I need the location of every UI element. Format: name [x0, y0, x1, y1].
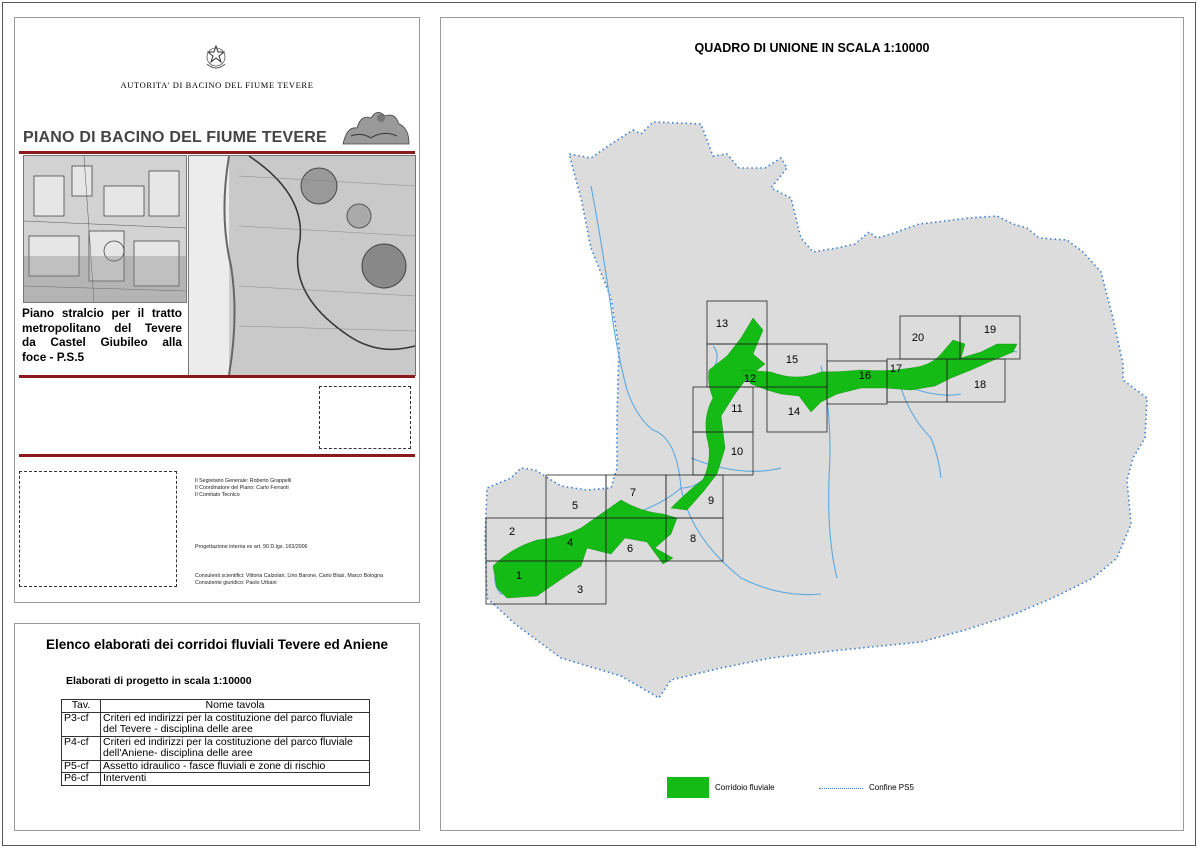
plan-title-line: Piano stralcio per il tratto	[22, 306, 182, 320]
tile-label: 16	[858, 370, 872, 382]
credit-line: Il Coordinatore del Piano: Carlo Ferranti	[195, 485, 289, 491]
tile-label: 2	[508, 526, 516, 538]
plan-title	[22, 306, 182, 364]
legend-boundary-line	[819, 788, 863, 789]
tile-label: 1	[515, 570, 523, 582]
credit-line: Il Segretario Generale: Roberto Grappelli	[195, 478, 292, 484]
column-header: Tav.	[62, 700, 101, 713]
logo-placeholder	[19, 471, 177, 587]
basin-map	[441, 18, 1185, 832]
table-cell-code: P4-cf	[62, 736, 101, 760]
divider-line	[19, 151, 415, 154]
tile-label: 19	[983, 324, 997, 336]
column-header: Nome tavola	[101, 700, 370, 713]
plan-title-line: da Castel Giubileo alla	[22, 335, 182, 349]
elaborati-subtitle: Elaborati di progetto in scala 1:10000	[66, 675, 252, 687]
statue-icon	[341, 106, 411, 146]
legend-corridor-label: Corridoio fluviale	[715, 783, 775, 792]
credits-staff	[195, 478, 291, 499]
tile-label: 10	[730, 446, 744, 458]
map-title: QUADRO DI UNIONE IN SCALA 1:10000	[694, 41, 930, 55]
tile-label: 18	[973, 379, 987, 391]
tile-label: 12	[743, 373, 757, 385]
tile-label: 13	[715, 318, 729, 330]
tile-label: 7	[629, 487, 637, 499]
table-cell-code: P5-cf	[62, 760, 101, 773]
table-cell-name: Criteri ed indirizzi per la costituzione del parco fluviale del Tevere - disciplina delle aree	[101, 712, 370, 736]
tile-label: 3	[576, 584, 584, 596]
tile-label: 20	[911, 332, 925, 344]
table-cell-code: P3-cf	[62, 712, 101, 736]
main-title: PIANO DI BACINO DEL FIUME TEVERE	[23, 129, 327, 146]
table-cell-name: Criteri ed indirizzi per la costituzione del parco fluviale dell'Aniene- disciplina delle aree	[101, 736, 370, 760]
table-cell-name: Interventi	[101, 773, 370, 786]
credit-line: Consulenti scientifici: Vittoria Calzolari, Lino Barone, Carlo Blasi, Marco Bologna	[195, 573, 384, 579]
tile-label: 6	[626, 543, 634, 555]
table-header-row	[62, 700, 370, 713]
authority-name: AUTORITA' DI BACINO DEL FIUME TEVERE	[120, 80, 314, 90]
cover-panel	[14, 17, 420, 603]
table-row	[62, 736, 370, 760]
table-cell-name: Assetto idraulico - fasce fluviali e zone di rischio	[101, 760, 370, 773]
credits-project: Progettazione interna ex art. 90 D.lgs. 163/2006	[195, 544, 308, 550]
tile-label: 15	[785, 354, 799, 366]
engraving-city-image	[23, 155, 187, 303]
credit-line: Consulente giuridico: Paolo Urbani	[195, 580, 277, 586]
tile-label: 5	[571, 500, 579, 512]
elaborati-panel	[14, 623, 420, 831]
tile-label: 11	[731, 403, 743, 415]
table-row	[62, 773, 370, 786]
tile-label: 4	[566, 537, 574, 549]
table-row	[62, 760, 370, 773]
plan-title-line: metropolitano del Tevere	[22, 320, 182, 335]
tile-label: 14	[787, 406, 801, 418]
elaborati-title: Elenco elaborati dei corridoi fluviali Tevere ed Aniene	[45, 637, 389, 652]
table-row	[62, 712, 370, 736]
basin-area	[485, 122, 1147, 698]
divider-line	[19, 375, 415, 378]
tile-label: 8	[689, 533, 697, 545]
map-panel	[440, 17, 1184, 831]
engraving-map-image	[188, 155, 416, 376]
legend-boundary-label: Confine PS5	[869, 783, 914, 792]
legend-corridor-swatch	[667, 777, 709, 798]
elaborati-table	[61, 699, 370, 786]
credits-consultants	[195, 573, 383, 587]
tile-label: 9	[707, 495, 715, 507]
plan-title-line: foce - P.S.5	[22, 349, 85, 364]
table-cell-code: P6-cf	[62, 773, 101, 786]
tile-label: 17	[889, 363, 903, 375]
credit-line: Il Comitato Tecnico	[195, 492, 240, 498]
divider-line	[19, 454, 415, 457]
stamp-placeholder	[319, 386, 411, 449]
emblem-icon	[203, 44, 229, 72]
